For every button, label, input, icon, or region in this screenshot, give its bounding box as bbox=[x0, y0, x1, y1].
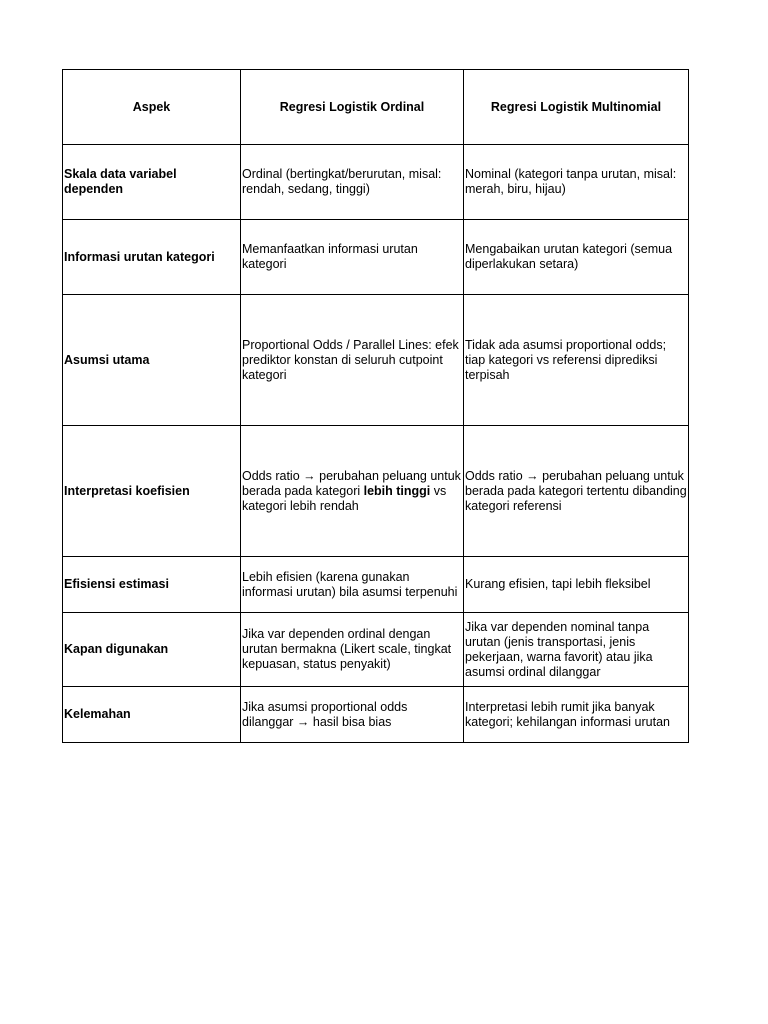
ordinal-cell: Jika var dependen ordinal dengan urutan bermakna (Likert scale, tingkat kepuasan, status penyakit) bbox=[241, 613, 464, 687]
table-row bbox=[63, 145, 689, 220]
table-header-row bbox=[63, 70, 689, 145]
table-row bbox=[63, 613, 689, 687]
aspect-cell: Efisiensi estimasi bbox=[63, 557, 241, 613]
comparison-table bbox=[62, 69, 689, 743]
ordinal-cell: Lebih efisien (karena gunakan informasi urutan) bila asumsi terpenuhi bbox=[241, 557, 464, 613]
table-row bbox=[63, 295, 689, 426]
ordinal-cell: Proportional Odds / Parallel Lines: efek prediktor konstan di seluruh cutpoint kategori bbox=[241, 295, 464, 426]
multinomial-cell: Interpretasi lebih rumit jika banyak kategori; kehilangan informasi urutan bbox=[464, 687, 689, 743]
aspect-cell: Kapan digunakan bbox=[63, 613, 241, 687]
multinomial-cell: Tidak ada asumsi proportional odds; tiap kategori vs referensi diprediksi terpisah bbox=[464, 295, 689, 426]
table-row bbox=[63, 426, 689, 557]
ordinal-text-post: vs kategori lebih rendah bbox=[242, 483, 447, 513]
aspect-cell: Interpretasi koefisien bbox=[63, 426, 241, 557]
multinomial-cell: Mengabaikan urutan kategori (semua diperlakukan setara) bbox=[464, 220, 689, 295]
ordinal-cell: Ordinal (bertingkat/berurutan, misal: rendah, sedang, tinggi) bbox=[241, 145, 464, 220]
aspect-cell: Skala data variabel dependen bbox=[63, 145, 241, 220]
ordinal-cell bbox=[241, 426, 464, 557]
header-multinomial: Regresi Logistik Multinomial bbox=[464, 70, 689, 145]
multinomial-cell: Nominal (kategori tanpa urutan, misal: merah, biru, hijau) bbox=[464, 145, 689, 220]
ordinal-cell: Memanfaatkan informasi urutan kategori bbox=[241, 220, 464, 295]
ordinal-cell: Jika asumsi proportional odds dilanggar → hasil bisa bias bbox=[241, 687, 464, 743]
table-row bbox=[63, 687, 689, 743]
aspect-cell: Informasi urutan kategori bbox=[63, 220, 241, 295]
multinomial-cell: Jika var dependen nominal tanpa urutan (jenis transportasi, jenis pekerjaan, warna favorit) atau jika asumsi ordinal dilanggar bbox=[464, 613, 689, 687]
header-aspect: Aspek bbox=[63, 70, 241, 145]
aspect-cell: Kelemahan bbox=[63, 687, 241, 743]
aspect-cell: Asumsi utama bbox=[63, 295, 241, 426]
multinomial-cell: Odds ratio → perubahan peluang untuk berada pada kategori tertentu dibanding kategori referensi bbox=[464, 426, 689, 557]
table-row bbox=[63, 220, 689, 295]
header-ordinal: Regresi Logistik Ordinal bbox=[241, 70, 464, 145]
table-row bbox=[63, 557, 689, 613]
ordinal-text-emphasis: lebih tinggi bbox=[363, 483, 431, 498]
multinomial-cell: Kurang efisien, tapi lebih fleksibel bbox=[464, 557, 689, 613]
ordinal-text-pre: Odds ratio → perubahan peluang untuk berada pada kategori bbox=[242, 468, 461, 498]
